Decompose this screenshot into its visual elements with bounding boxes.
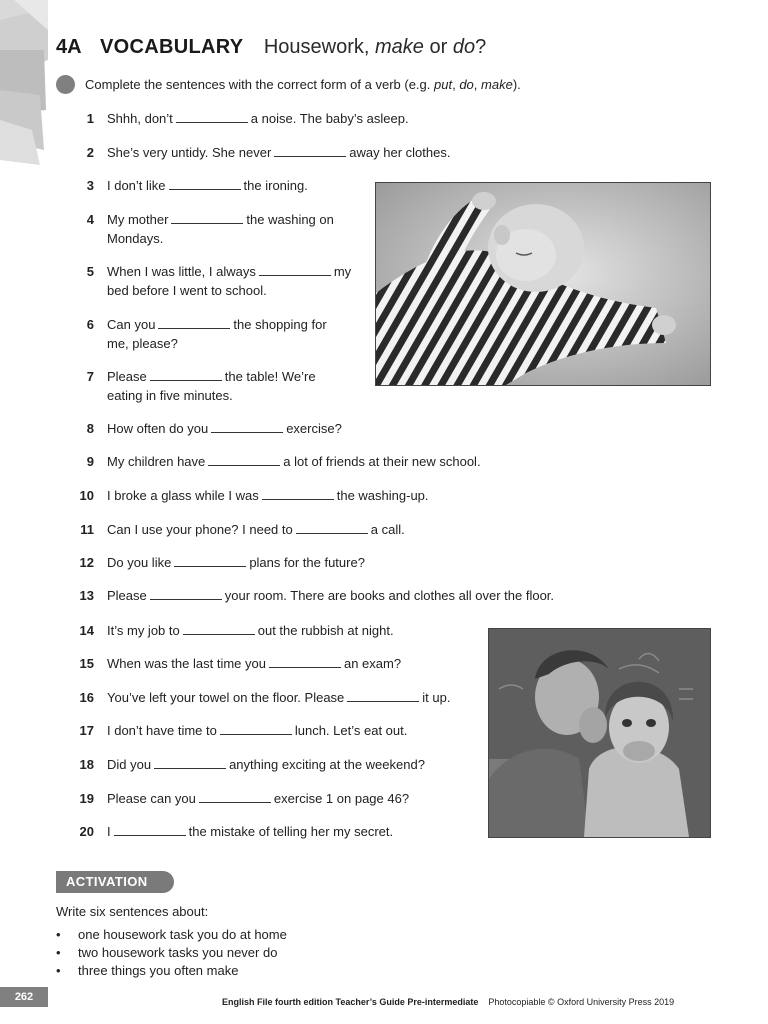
question-number: 7 <box>86 369 94 384</box>
question-number: 19 <box>79 791 94 806</box>
answer-blank[interactable] <box>208 453 280 466</box>
answer-blank[interactable] <box>176 110 248 123</box>
answer-blank[interactable] <box>274 144 346 157</box>
bullet-icon: • <box>56 945 61 960</box>
list-item: • one housework task you do at home <box>56 927 287 942</box>
answer-blank[interactable] <box>347 689 419 702</box>
book-title: English File fourth edition Teacher’s Guide Pre-intermediate <box>222 997 479 1007</box>
question-number: 12 <box>79 555 94 570</box>
copyright-notice: Photocopiable © Oxford University Press 2019 <box>488 997 675 1007</box>
question-number: 18 <box>79 757 94 772</box>
question-number: 9 <box>86 454 94 469</box>
question-number: 4 <box>86 212 94 227</box>
page-title <box>56 36 486 59</box>
question-number: 3 <box>86 178 94 193</box>
answer-blank[interactable] <box>150 368 222 381</box>
bullet-icon: • <box>56 927 61 942</box>
activation-list <box>56 926 287 980</box>
question-number: 5 <box>86 264 94 279</box>
answer-blank[interactable] <box>169 177 241 190</box>
answer-blank[interactable] <box>174 554 246 567</box>
list-item: • two housework tasks you never do <box>56 945 278 960</box>
answer-blank[interactable] <box>158 316 230 329</box>
question-number: 13 <box>79 588 94 603</box>
activation-intro: Write six sentences about: <box>56 904 209 919</box>
answer-blank[interactable] <box>171 211 243 224</box>
answer-blank[interactable] <box>199 790 271 803</box>
answer-blank[interactable] <box>296 521 368 534</box>
question-number: 17 <box>79 723 94 738</box>
page-number: 262 <box>0 987 48 1007</box>
answer-blank[interactable] <box>259 263 331 276</box>
answer-blank[interactable] <box>183 622 255 635</box>
unit-code: 4A <box>56 36 82 58</box>
question-number: 6 <box>86 317 94 332</box>
sleeping-baby-photo <box>375 182 711 386</box>
question-number: 11 <box>80 522 94 537</box>
question-number: 1 <box>86 111 94 126</box>
answer-blank[interactable] <box>220 722 292 735</box>
answer-blank[interactable] <box>262 487 334 500</box>
question-number: 8 <box>86 421 94 436</box>
question-number: 14 <box>79 623 94 638</box>
page-edge-decoration <box>0 0 48 165</box>
baby-illustration <box>376 183 710 385</box>
question-number: 20 <box>79 824 94 839</box>
exercise-instruction: Complete the sentences with the correct form of a verb (e.g. put, do, make). <box>56 76 521 95</box>
answer-blank[interactable] <box>114 823 186 836</box>
topic-title: Housework, make or do? <box>263 36 487 58</box>
answer-blank[interactable] <box>211 420 283 433</box>
question-number: 16 <box>79 690 94 705</box>
answer-blank[interactable] <box>150 587 222 600</box>
answer-blank[interactable] <box>269 655 341 668</box>
question-number: 2 <box>86 145 94 160</box>
question-number: 10 <box>79 488 94 503</box>
activation-heading: ACTIVATION <box>56 871 174 893</box>
question-number: 15 <box>79 656 94 671</box>
list-item: • three things you often make <box>56 963 239 978</box>
exercise-bullet-icon <box>56 75 75 94</box>
bullet-icon: • <box>56 963 61 978</box>
couple-illustration <box>489 629 710 837</box>
answer-blank[interactable] <box>154 756 226 769</box>
page-footer <box>222 997 674 1007</box>
section-label: VOCABULARY <box>100 36 244 58</box>
whispering-couple-photo <box>488 628 711 838</box>
